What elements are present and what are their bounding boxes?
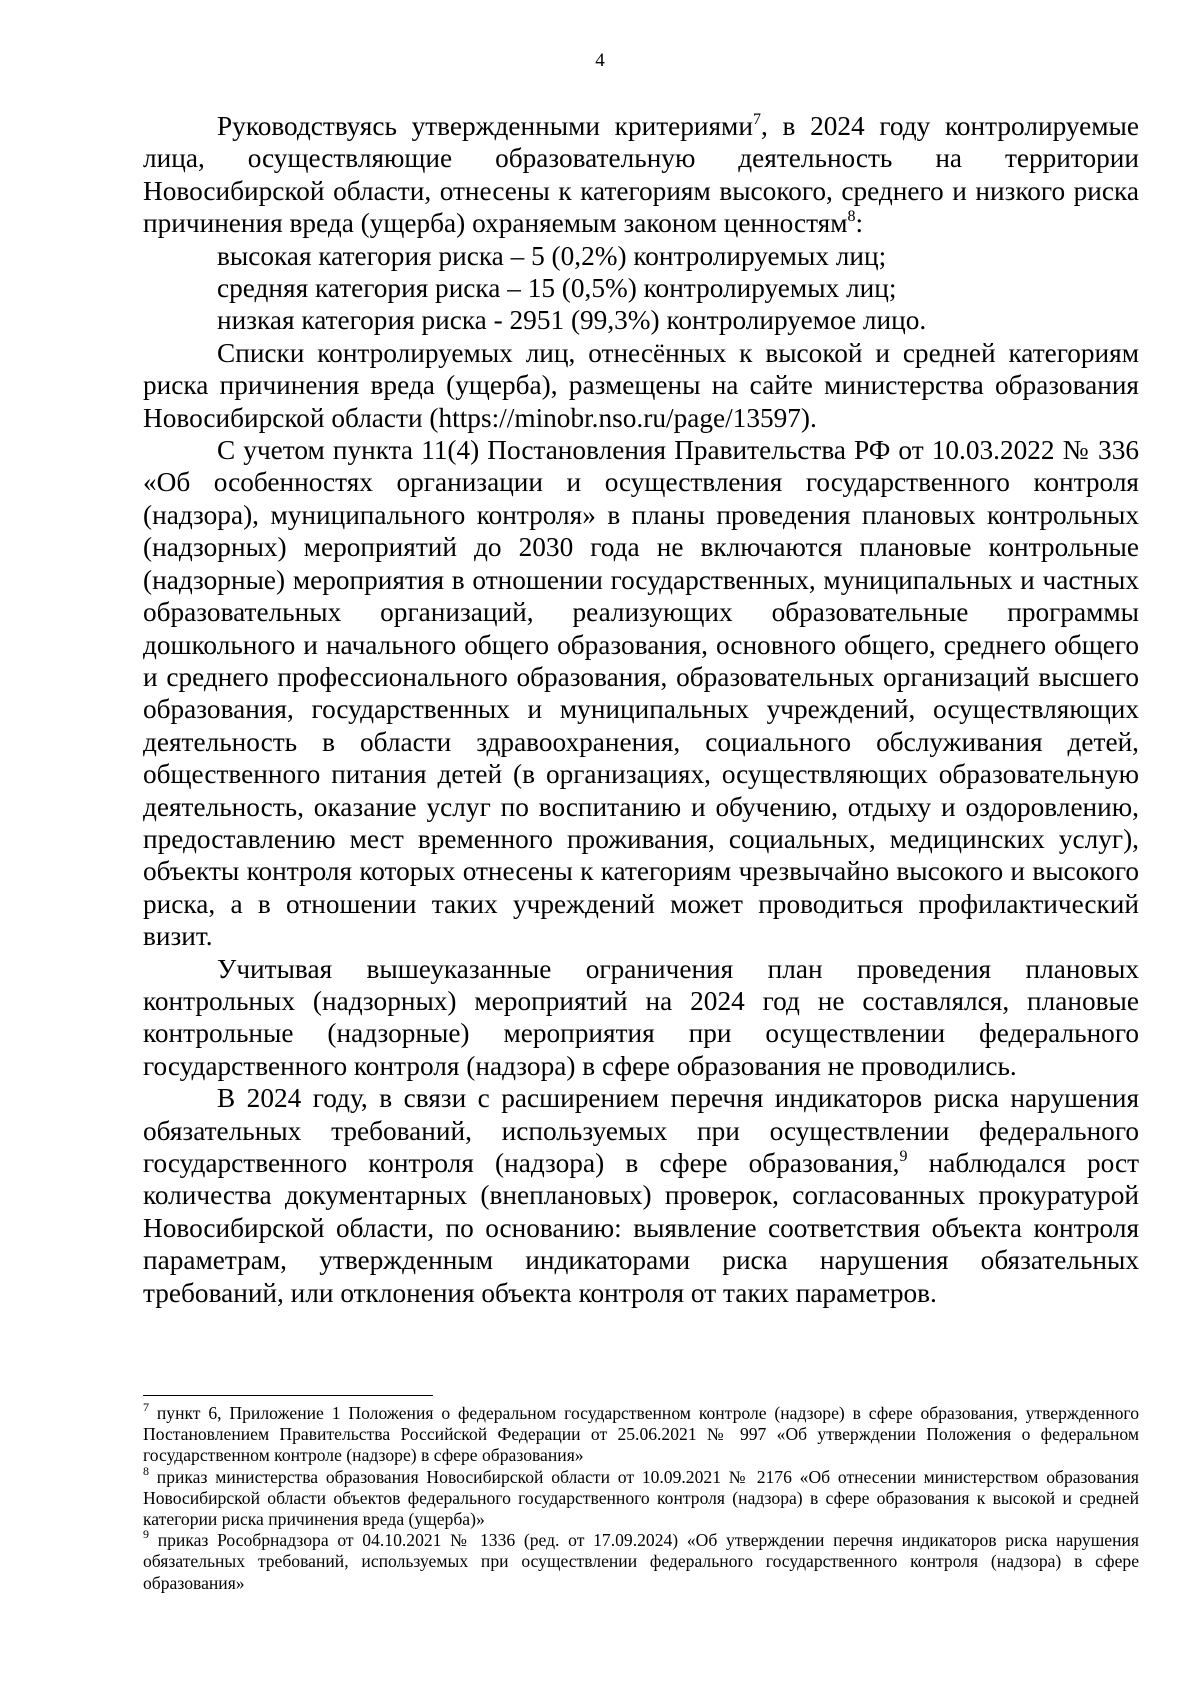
list-item-low-risk: низкая категория риска - 2951 (99,3%) контролируемое лицо. <box>217 305 927 336</box>
list-item-high-risk: высокая категория риска – 5 (0,2%) контролируемых лиц; <box>217 240 887 271</box>
paragraph-plan-not-compiled: Учитывая вышеуказанные ограничения план проведения плановых контрольных (надзорных) мероприятий на 2024 год не составлялся, плановые контрольные (надзорные) мероприятия при осуществлении федерального государственного контроля (надзора) в сфере образования не проводились. <box>143 953 1139 1081</box>
footnote-separator <box>143 1395 433 1396</box>
paragraph-lists-published: Списки контролируемых лиц, отнесённых к высокой и средней категориям риска причинения вреда (ущерба), размещены на сайте министерства образования Новосибирской области (https://minobr.nso.ru/page/13597). <box>143 337 1139 433</box>
footnote-ref-8: 8 <box>847 208 856 226</box>
paragraph-inspections-growth: В 2024 году, в связи с расширением перечня индикаторов риска нарушения обязательных требований, используемых при осуществлении федерального государственного контроля (надзора) в сфере образования,$^9$ наблюдался рост количества документарных (внеплановых) проверок, согласованных прокуратурой Новосибирской области, по основанию: выявление соответствия объекта контроля параметрам, утвержденным индикаторами риска нарушения обязательных требований, или отклонения объекта контроля от таких параметров. <box>143 1083 1139 1308</box>
footnote-ref-7: 7 <box>752 111 761 128</box>
page-number: 4 <box>595 50 605 71</box>
body-text <box>143 110 1139 1309</box>
footnote-8: $^8$ приказ министерства образования Новосибирской области от 10.09.2021 № 2176 «Об отнесении министерством образования Новосибирской области объектов федерального государственного контроля (надзора) в сфере образования к высокой и средней категории риска причинения вреда (ущерба)» <box>143 1463 1139 1530</box>
footnotes <box>143 1400 1139 1594</box>
footnote-7: $^7$ пункт 6, Приложение 1 Положения о федеральном государственном контроле (надзоре) в сфере образования, утвержденного Постановлением Правительства Российской Федерации от 25.06.2021 № 997 «Об утверждении Положения о федеральном государственном контроле (надзоре) в сфере образования» <box>143 1400 1139 1466</box>
paragraph-government-decree: С учетом пункта 11(4) Постановления Правительства РФ от 10.03.2022 № 336 «Об особенностях организации и осуществления государственного контроля (надзора), муниципального контроля» в планы проведения плановых контрольных (надзорных) мероприятий до 2030 года не включаются плановые контрольные (надзорные) мероприятия в отношении государственных, муниципальных и частных образовательных организаций, реализующих образовательные программы дошкольного и начального общего образования, основного общего, среднего общего и среднего профессионального образования, образовательных организаций высшего образования, государственных и муниципальных учреждений, осуществляющих деятельность в области здравоохранения, социального обслуживания детей, общественного питания детей (в организациях, осуществляющих образовательную деятельность, оказание услуг по воспитанию и обучению, отдыху и оздоровлению, предоставлению мест временного проживания, социальных, медицинских услуг), объекты контроля которых отнесены к категориям чрезвычайно высокого и высокого риска, а в отношении таких учреждений может проводиться профилактический визит. <box>143 435 1139 952</box>
footnote-ref-9: 9 <box>899 1148 908 1165</box>
paragraph-risk-criteria: Руководствуясь утвержденными критериями$^7$, в 2024 году контролируемые лица, осуществляющие образовательную деятельность на территории Новосибирской области, отнесены к категориям высокого, среднего и низкого риска причинения вреда (ущерба) охраняемым законом ценностям$^8$: <box>143 111 1139 239</box>
list-item-medium-risk: средняя категория риска – 15 (0,5%) контролируемых лиц; <box>217 273 897 304</box>
footnote-9: $^9$ приказ Рособрнадзора от 04.10.2021 № 1336 (ред. от 17.09.2024) «Об утверждении перечня индикаторов риска нарушения обязательных требований, используемых при осуществлении федерального государственного контроля (надзора) в сфере образования» <box>143 1527 1139 1593</box>
